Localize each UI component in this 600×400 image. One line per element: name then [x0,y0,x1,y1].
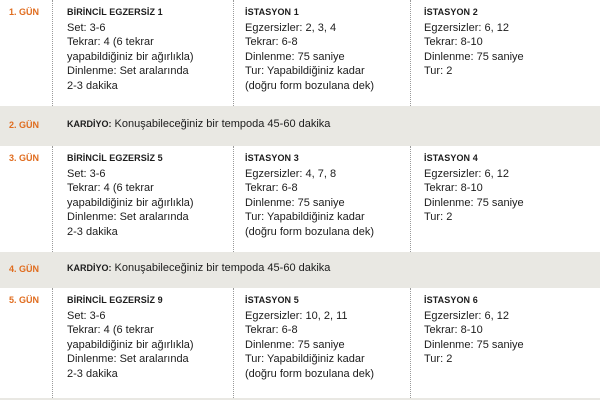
detail-line: Tur: 2 [424,65,453,78]
column-heading: BİRİNCİL EGZERSİZ 9 [67,295,163,305]
day-label: 1. GÜN [9,7,40,17]
detail-line: yapabildiğiniz bir ağırlıkla) [67,338,194,351]
detail-line: Egzersizler: 6, 12 [424,22,509,34]
detail-line: Dinlenme: Set aralarında [67,65,189,78]
station-column [424,7,524,79]
divider [233,0,234,106]
detail-line: (doğru form bozulana dek) [245,367,375,380]
cardio-label: KARDİYO: [67,263,112,273]
detail-line: Egzersizler: 6, 12 [424,168,509,180]
detail-line: Tekrar: 8-10 [424,36,483,49]
detail-line: Dinlenme: 75 saniye [424,50,524,63]
station-column [245,153,374,239]
detail-line: 2-3 dakika [67,79,118,92]
station-column [424,153,524,225]
divider [52,146,53,252]
detail-line: Set: 3-6 [67,168,106,180]
divider [410,0,411,106]
detail-line: Dinlenme: 75 saniye [245,196,345,209]
station-column [245,7,374,93]
detail-line: 2-3 dakika [67,367,118,380]
column-heading: İSTASYON 2 [424,7,478,17]
station-column [424,295,524,367]
column-heading: İSTASYON 3 [245,153,299,163]
detail-line: Tekrar: 6-8 [245,182,298,195]
detail-line: Tekrar: 4 (6 tekrar [67,182,154,195]
detail-line: Tekrar: 6-8 [245,324,298,337]
divider [52,0,53,106]
detail-line: Set: 3-6 [67,22,106,34]
cardio-description: Konuşabileceğiniz bir tempoda 45-60 dakika [111,118,331,130]
detail-line: Tekrar: 8-10 [424,182,483,195]
divider [410,288,411,398]
detail-line: yapabildiğiniz bir ağırlıkla) [67,50,194,63]
column-heading: İSTASYON 1 [245,7,299,17]
column-heading: BİRİNCİL EGZERSİZ 5 [67,153,163,163]
day-row [0,146,600,252]
detail-line: Dinlenme: 75 saniye [424,338,524,351]
detail-line: Dinlenme: Set aralarında [67,211,189,224]
column-heading: İSTASYON 4 [424,153,478,163]
detail-line: Dinlenme: 75 saniye [245,50,345,63]
divider [410,146,411,252]
primary-exercise-column [67,7,194,93]
detail-line: Tur: 2 [424,353,453,366]
detail-line: (doğru form bozulana dek) [245,79,375,92]
detail-line: Dinlenme: Set aralarında [67,353,189,366]
day-row [0,288,600,398]
detail-line: Tekrar: 4 (6 tekrar [67,36,154,49]
cardio-description: Konuşabileceğiniz bir tempoda 45-60 dakika [111,262,331,274]
detail-line: Dinlenme: 75 saniye [424,196,524,209]
day-label: 4. GÜN [9,264,40,274]
column-heading: İSTASYON 5 [245,295,299,305]
day-label: 2. GÜN [9,120,40,130]
detail-line: Set: 3-6 [67,310,106,322]
detail-line: Tur: Yapabildiğiniz kadar [245,211,365,224]
day-label: 3. GÜN [9,153,40,163]
detail-line: Dinlenme: 75 saniye [245,338,345,351]
divider [52,288,53,398]
detail-line: Tur: 2 [424,211,453,224]
detail-line: Egzersizler: 4, 7, 8 [245,168,337,180]
divider [233,288,234,398]
primary-exercise-column [67,153,194,239]
detail-line: 2-3 dakika [67,225,118,238]
cardio-text [67,118,330,130]
column-heading: BİRİNCİL EGZERSİZ 1 [67,7,163,17]
day-row [0,0,600,106]
detail-line: Egzersizler: 10, 2, 11 [245,310,348,322]
day-row-cardio [0,252,600,288]
detail-line: Tur: Yapabildiğiniz kadar [245,353,365,366]
day-label: 5. GÜN [9,295,40,305]
primary-exercise-column [67,295,194,381]
detail-line: (doğru form bozulana dek) [245,225,375,238]
detail-line: yapabildiğiniz bir ağırlıkla) [67,196,194,209]
station-column [245,295,374,381]
detail-line: Tekrar: 6-8 [245,36,298,49]
cardio-label: KARDİYO: [67,119,112,129]
day-row-cardio [0,106,600,146]
detail-line: Egzersizler: 6, 12 [424,310,509,322]
detail-line: Tur: Yapabildiğiniz kadar [245,65,365,78]
divider [233,146,234,252]
detail-line: Egzersizler: 2, 3, 4 [245,22,337,34]
detail-line: Tekrar: 4 (6 tekrar [67,324,154,337]
cardio-text [67,262,330,274]
detail-line: Tekrar: 8-10 [424,324,483,337]
column-heading: İSTASYON 6 [424,295,478,305]
